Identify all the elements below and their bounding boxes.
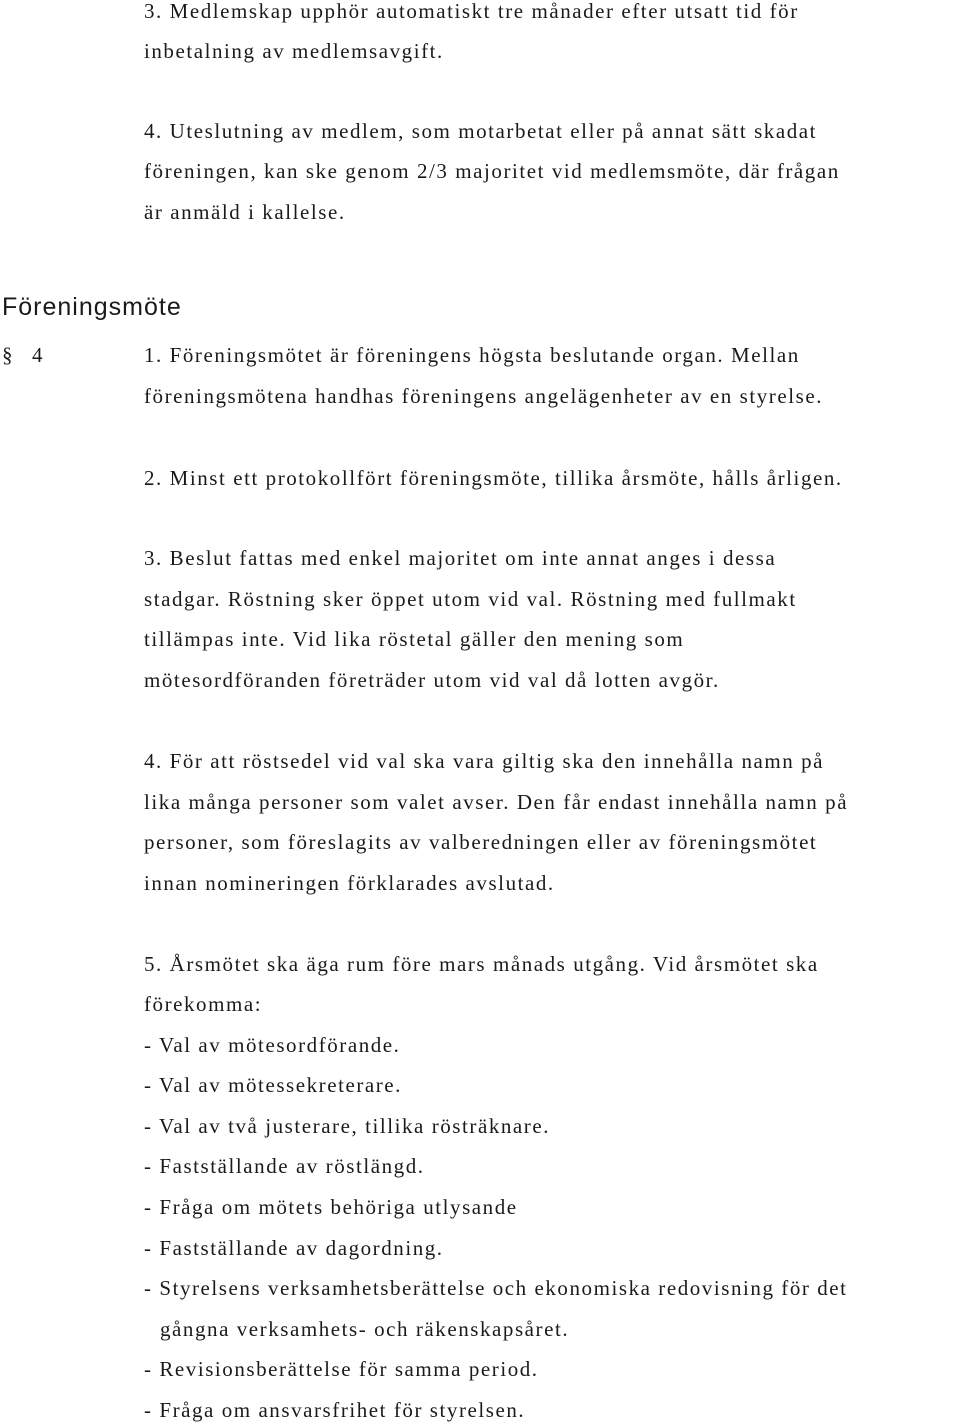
text-line: stadgar. Röstning sker öppet utom vid val. Röstning med fullmakt: [144, 587, 797, 611]
text-line: 2. Minst ett protokollfört föreningsmöte, tillika årsmöte, hålls årligen.: [144, 466, 843, 490]
list-item: - Fastställande av dagordning.: [144, 1236, 444, 1260]
list-item: - Val av mötessekreterare.: [144, 1073, 402, 1097]
list-item: - Fastställande av röstlängd.: [144, 1154, 425, 1178]
text-line: är anmäld i kallelse.: [144, 200, 346, 224]
section-symbol: §: [2, 343, 14, 367]
list-item: - Val av två justerare, tillika rösträknare.: [144, 1114, 551, 1138]
paragraph-marker: [2, 342, 44, 368]
text-line: 3. Medlemskap upphör automatiskt tre månader efter utsatt tid för: [144, 0, 799, 23]
text-line: personer, som föreslagits av valberedningen eller av föreningsmötet: [144, 830, 818, 854]
text-line: 4. Uteslutning av medlem, som motarbetat eller på annat sätt skadat: [144, 119, 818, 143]
text-line: 4. För att röstsedel vid val ska vara giltig ska den innehålla namn på: [144, 749, 825, 773]
text-line: förekomma:: [144, 992, 263, 1016]
text-line: mötesordföranden företräder utom vid val då lotten avgör.: [144, 668, 720, 692]
list-item: - Styrelsens verksamhetsberättelse och ekonomiska redovisning för det: [144, 1276, 848, 1300]
text-line: inbetalning av medlemsavgift.: [144, 39, 444, 63]
list-item: - Fråga om ansvarsfrihet för styrelsen.: [144, 1398, 526, 1422]
list-item: - Fråga om mötets behöriga utlysande: [144, 1195, 518, 1219]
text-line: 1. Föreningsmötet är föreningens högsta beslutande organ. Mellan: [144, 343, 800, 367]
section-heading: Föreningsmöte: [2, 293, 182, 321]
text-line: innan nomineringen förklarades avslutad.: [144, 871, 555, 895]
text-line: tillämpas inte. Vid lika röstetal gäller den mening som: [144, 627, 685, 651]
list-item: - Revisionsberättelse för samma period.: [144, 1357, 539, 1381]
text-line: lika många personer som valet avser. Den får endast innehålla namn på: [144, 790, 849, 814]
list-item: - Val av mötesordförande.: [144, 1033, 401, 1057]
text-line: 3. Beslut fattas med enkel majoritet om inte annat anges i dessa: [144, 546, 777, 570]
paragraph-number: 4: [32, 343, 44, 367]
list-item-continuation: gångna verksamhets- och räkenskapsåret.: [160, 1317, 570, 1341]
text-line: föreningen, kan ske genom 2/3 majoritet vid medlemsmöte, där frågan: [144, 159, 840, 183]
text-line: 5. Årsmötet ska äga rum före mars månads utgång. Vid årsmötet ska: [144, 952, 819, 976]
text-line: föreningsmötena handhas föreningens angelägenheter av en styrelse.: [144, 384, 823, 408]
